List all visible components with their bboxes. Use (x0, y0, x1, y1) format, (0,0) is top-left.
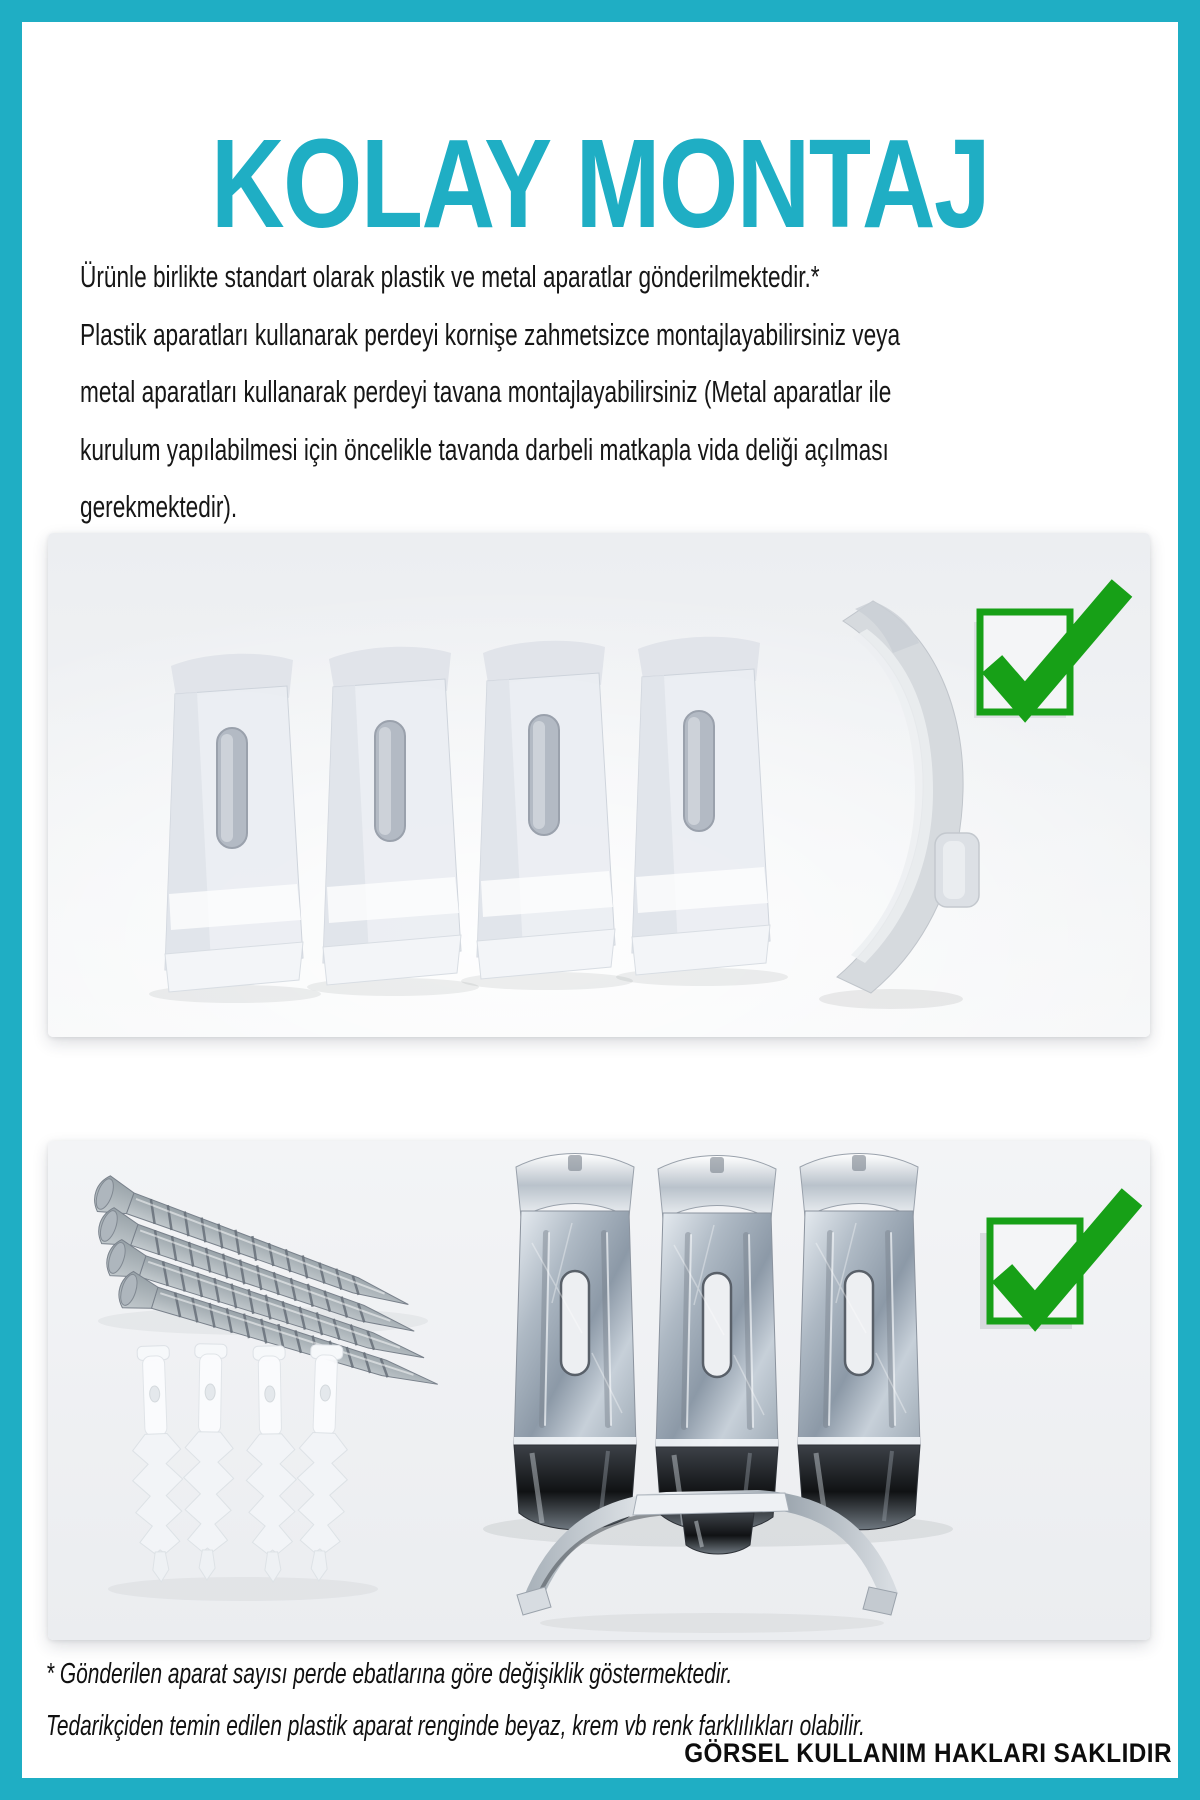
metal-apparatus-illustration (48, 1141, 1150, 1640)
plastic-apparatus-photo (48, 533, 1150, 1037)
footnote-color-variation: Tedarikçiden temin edilen plastik aparat renginde beyaz, krem vb renk farklılıkları olabilir. (46, 1710, 865, 1742)
content-area (22, 22, 1178, 1778)
intro-line: gerekmektedir). (80, 489, 238, 524)
page-title: KOLAY MONTAJ (210, 113, 990, 254)
intro-paragraph (80, 248, 1102, 536)
footnote-apparatus-count: * Gönderilen aparat sayısı perde ebatlarına göre değişiklik göstermektedir. (46, 1658, 733, 1690)
intro-line: Ürünle birlikte standart olarak plastik ve metal aparatlar gönderilmektedir.* (80, 259, 820, 294)
metal-apparatus-photo (48, 1141, 1150, 1640)
intro-line: metal aparatları kullanarak perdeyi tavana montajlayabilirsiniz (Metal aparatlar ile (80, 374, 892, 409)
intro-line: kurulum yapılabilmesi için öncelikle tavanda darbeli matkapla vida deliği açılması (80, 431, 889, 467)
image-rights-notice: GÖRSEL KULLANIM HAKLARI SAKLIDIR (684, 1738, 1172, 1768)
intro-line: Plastik aparatları kullanarak perdeyi kornişe zahmetsizce montajlayabilirsiniz veya (80, 316, 901, 352)
plastic-apparatus-illustration (48, 533, 1150, 1037)
